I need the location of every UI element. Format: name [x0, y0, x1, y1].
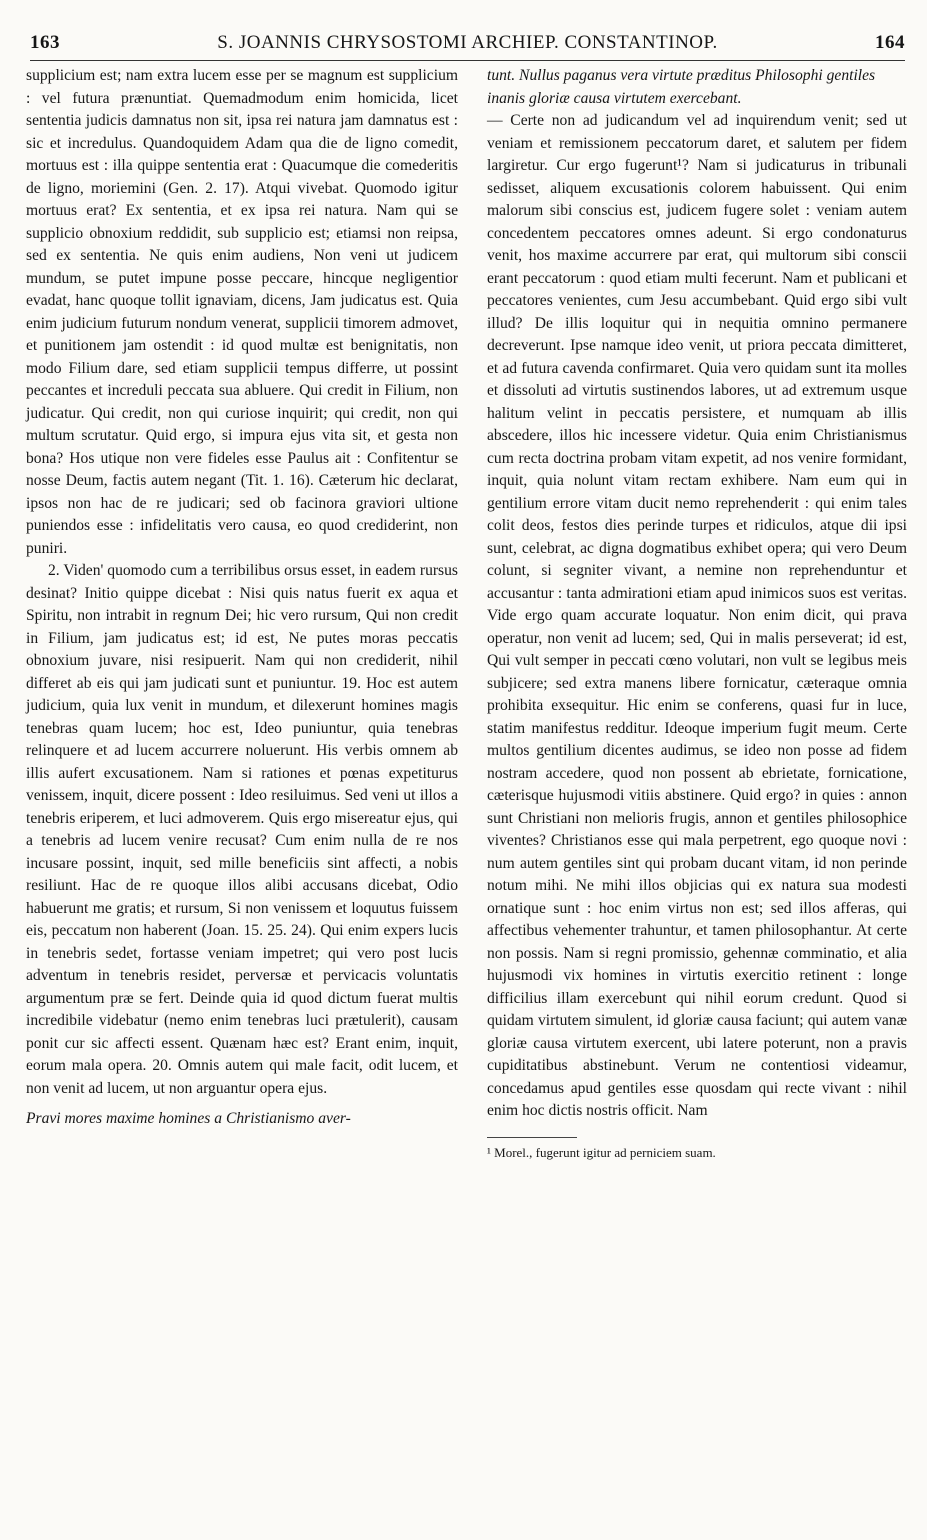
footnote-rule	[487, 1137, 577, 1138]
page-number-left: 163	[30, 32, 60, 53]
footnote: ¹ Morel., fugerunt igitur ad perniciem suam.	[487, 1144, 716, 1160]
running-title: S. JOANNIS CHRYSOSTOMI ARCHIEP. CONSTANTINOP.	[217, 32, 718, 53]
left-column	[26, 65, 458, 1131]
page-number-right: 164	[875, 32, 905, 53]
marginal-summary-right: tunt. Nullus paganus vera virtute præditus Philosophi gentiles inanis gloriæ causa virtutem exercebant.	[487, 67, 876, 107]
left-paragraph-1: supplicium est; nam extra lucem esse per se magnum est supplicium : vel futura prænuntiat. Quemadmodum enim homicida, licet sententia judicis damnatus non sit, ipsa rei natura jam damnatus est : sic et incredulus. Quandoquidem Adam qua die de ligno comedit, mortuus est : illa quippe sententia erat : Quacumque die comederitis de ligno, moriemini (Gen. 2. 17). Atqui vivebat. Quomodo igitur mortuus erat? Ex sententia, et ex ipsa rei natura. Nam qui se supplicio obnoxium reddidit, sub supplicio est; etiamsi non reipsa, sed ex sententia. Ne quis enim audiens, Non veni ut judicem mundum, se putet impune posse peccare, hincque negligentior evadat, hanc quoque tollit ignaviam, dicens, Jam judicatus est. Quia enim judicium futurum nondum venerat, supplicii timorem admovet, et punitionem jam ostendit : id quod multæ est benignitatis, non modo Filium dare, sed etiam supplicii tempus differre, ut possint peccantes et increduli peccata sua abluere. Qui credit in Filium, non judicatur. Qui credit, non qui curiose inquirit; qui credit, non qui multum scrutatur. Quid ergo, si impura ejus vita sit, et gesta non bona? Hos utique non vere fideles esse Paulus ait : Confitentur se nosse Deum, factis autem negant (Tit. 1. 16). Cæterum hic declarat, ipsos non hac de re judicari; sed ob facinora graviori ultione puniendos esse : infidelitatis vero causa, eo quod crediderint, non puniri.	[26, 67, 458, 557]
right-paragraph: — Certe non ad judicandum vel ad inquirendum venit; sed ut veniam et remissionem peccatorum daret, et salutem per fidem largiretur. Cur ergo fugerunt¹? Nam si judicaturus in tribunali sedisset, aliquem excusationis colorem habuissent. Qui enim malorum sibi conscius est, judicem fugere solet : veniam autem concedentem peccatores omnes adeunt. Si ergo condonaturus venit, hos maxime accurrere par erat, qui multorum sibi conscii erant peccatorum : quod etiam multi fecerunt. Nam et publicani et peccatores venientes, cum Jesu accumbebant. Quid ergo sibi vult illud? De illis loquitur qui in nequitia omnino permanere decreverunt. Ipse namque ideo venit, ut priora peccata dimitteret, et ad futura cavenda confirmaret. Quia vero quidam sunt ita molles et dissoluti ad virtutis sustinendos labores, ut ad extremum usque halitum velint in peccatis persistere, et numquam ab illis abscedere, illos hic incessere videtur. Quia enim Christianismus cum recta doctrina probam vitam expetit, ad nos venire formidant, inquit, quia nolunt vitam rectam exhibere. Nam eum qui in gentilium errore vitam ducit nemo reprehenderit : qui enim tales colit deos, festos dies perinde turpes et ridiculos, atque dii ipsi sunt, celebrat, ac digna dogmatibus exhibet opera; qui vero Deum colunt, si segniter vivant, a nemine non reprehenduntur et accusantur : tanta admirationi etiam apud inimicos suos est veritas. Vide ergo quam accurate loquatur. Non enim dicit, qui prava operatur, non venit ad lucem; sed, Qui in malis perseverat; id est, Qui vult semper in peccati cœno volutari, non vult se legibus meis subjicere; sed extra manens libere fornicatur, cæteraque omnia prohibita exsequitur. Hic enim se conferens, quasi fur in luce, statim manifestus redditur. Ideoque imperium fugit meum. Certe multos gentilium dicentes audimus, se ideo non posse ad fidem nostram accedere, quod non possent ab ebrietate, fornicatione, cæterisque hujusmodi vitiis abstinere. Quid ergo? in quies : annon sunt Christiani non melioris frugis, annon et gentiles philosophice viventes? Christianos esse qui mala perpetrent, ego quoque novi : num autem gentiles sint qui probam ducant vitam, id non perinde notum mihi. Ne mihi illos objicias qui ex natura sua modesti ornatique sunt : hoc enim virtus non est; sed illos afferas, qui affectibus vehementer trahuntur, et tamen philosophantur. At certe non possis. Nam si regni promissio, gehennæ comminatio, et alia hujusmodi vix homines in virtutis exercitio retinent : longe difficilius illam exercebunt qui nihil eorum credunt. Quod si quidam virtutem simulent, id gloriæ causa faciunt; qui autem vanæ gloriæ causa virtutem exercent, ubi latere poterunt, non a pravis cupiditatibus abstinebunt. Verum ne contentiosi videamur, concedamus apud gentiles esse quosdam qui recte vivant : nihil enim hoc dictis nostris officit. Nam	[487, 112, 907, 1119]
left-paragraph-2: 2. Viden' quomodo cum a terribilibus orsus esset, in eadem rursus desinat? Initio quippe dicebat : Nisi quis natus fuerit ex aqua et Spiritu, non intrabit in regnum Dei; hic vero rursum, Qui non credit in Filium, jam judicatus est; id est, Ne putes moras peccatis obnoxium juvare, nisi resipuerit. Nam qui non crediderit, nihil differet ab eis qui jam judicati sunt et puniuntur. 19. Hoc est autem judicium, quia lux venit in mundum, et dilexerunt homines magis tenebras quam lucem; hoc est, Ideo puniuntur, quia tenebras relinquere et ad lucem accurrere noluerunt. His verbis omnem ab illis aufert excusationem. Nam si rationes et pœnas expetiturus venissem, inquit, dicere possent : Ideo resiluimus. Sed veni ut illos a tenebris eriperem, et luci admoverem. Quis ergo misereatur ejus, qui a tenebris ad lucem venire recusat? Cum enim nulla de re nos incusare possint, inquit, sed mille beneficiis sint affecti, a nobis resiliunt. Hac de re quoque illos alibi accusans dicebat, Odio habuerunt me gratis; et rursum, Si non venissem et loquutus fuissem eis, peccatum non haberent (Joan. 15. 25. 24). Qui enim expers lucis in tenebris sedet, fortasse veniam impetret; qui vero post lucis adventum in tenebris residet, perversæ et pervicacis voluntatis argumentum præ se fert. Deinde quia id quod dictum fuerat multis incredibile videbatur (nemo enim tenebras luci prætulerit), causam ponit cur sic affecti essent. Quænam hæc est? Erant enim, inquit, eorum mala opera. 20. Omnis autem qui male facit, odit lucem, et non venit ad lucem, ut non arguantur opera ejus.	[26, 562, 458, 1097]
running-header	[30, 30, 905, 61]
right-column	[487, 65, 907, 1162]
marginal-summary-left: Pravi mores maxime homines a Christianismo aver-	[26, 1110, 351, 1127]
